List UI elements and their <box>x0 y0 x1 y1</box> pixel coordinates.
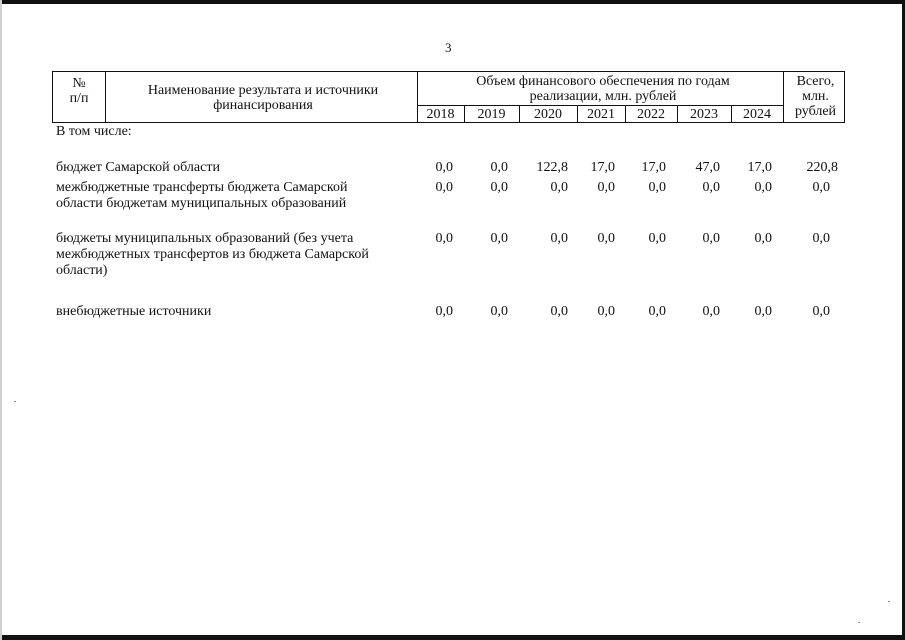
row-value: 0,0 <box>435 304 453 319</box>
row-total: 0,0 <box>812 304 830 319</box>
row-value: 0,0 <box>435 160 453 175</box>
row-value: 0,0 <box>754 231 772 246</box>
row-total: 0,0 <box>812 231 830 246</box>
row-value: 0,0 <box>490 180 508 195</box>
year-header: 2022 <box>637 107 665 122</box>
year-header: 2019 <box>477 107 506 122</box>
table-header <box>52 71 845 123</box>
row-value: 0,0 <box>550 231 568 246</box>
row-value: 0,0 <box>702 231 720 246</box>
column-header-number: № п/п <box>69 76 89 106</box>
row-value: 17,0 <box>747 160 772 175</box>
row-value: 0,0 <box>702 304 720 319</box>
page-number: 3 <box>445 40 452 55</box>
row-value: 47,0 <box>695 160 720 175</box>
column-header-volume: Объем финансового обеспечения по годам реализации, млн. рублей <box>476 74 730 104</box>
row-value: 0,0 <box>648 231 666 246</box>
row-value: 0,0 <box>490 304 508 319</box>
year-header: 2024 <box>743 107 771 122</box>
year-header: 2023 <box>690 107 718 122</box>
row-value: 0,0 <box>754 180 772 195</box>
scan-speck <box>888 601 890 602</box>
scan-speck <box>14 401 16 402</box>
row-label: бюджеты муниципальных образований (без учета межбюджетных трансфертов из бюджета Самарской области) <box>56 231 369 278</box>
row-value: 0,0 <box>597 180 615 195</box>
row-label: межбюджетные трансферты бюджета Самарской области бюджетам муниципальных образований <box>56 180 348 211</box>
scan-border-left <box>0 0 2 640</box>
row-value: 0,0 <box>435 231 453 246</box>
row-value: 0,0 <box>754 304 772 319</box>
row-label: бюджет Самарской области <box>56 160 220 175</box>
row-value: 17,0 <box>641 160 666 175</box>
year-header: 2018 <box>426 107 455 122</box>
header-divider <box>783 72 784 122</box>
year-header: 2021 <box>587 107 615 122</box>
row-total: 0,0 <box>812 180 830 195</box>
in-total-label: В том числе: <box>56 124 132 139</box>
row-value: 0,0 <box>597 304 615 319</box>
row-value: 0,0 <box>597 231 615 246</box>
scan-speck <box>858 622 860 623</box>
row-value: 0,0 <box>648 180 666 195</box>
row-value: 17,0 <box>590 160 615 175</box>
row-value: 0,0 <box>490 231 508 246</box>
row-label: внебюджетные источники <box>56 304 212 319</box>
column-header-name: Наименование результата и источники финансирования <box>147 83 379 113</box>
header-divider <box>417 105 783 106</box>
row-value: 0,0 <box>490 160 508 175</box>
year-header: 2020 <box>534 107 562 122</box>
scan-border-bottom <box>0 635 905 640</box>
header-divider <box>105 72 106 122</box>
row-value: 0,0 <box>702 180 720 195</box>
row-total: 220,8 <box>806 160 838 175</box>
column-header-total: Всего, млн. рублей <box>794 74 837 119</box>
row-value: 122,8 <box>536 160 568 175</box>
row-value: 0,0 <box>435 180 453 195</box>
row-value: 0,0 <box>550 304 568 319</box>
row-value: 0,0 <box>550 180 568 195</box>
scan-border-top <box>0 0 905 4</box>
row-value: 0,0 <box>648 304 666 319</box>
